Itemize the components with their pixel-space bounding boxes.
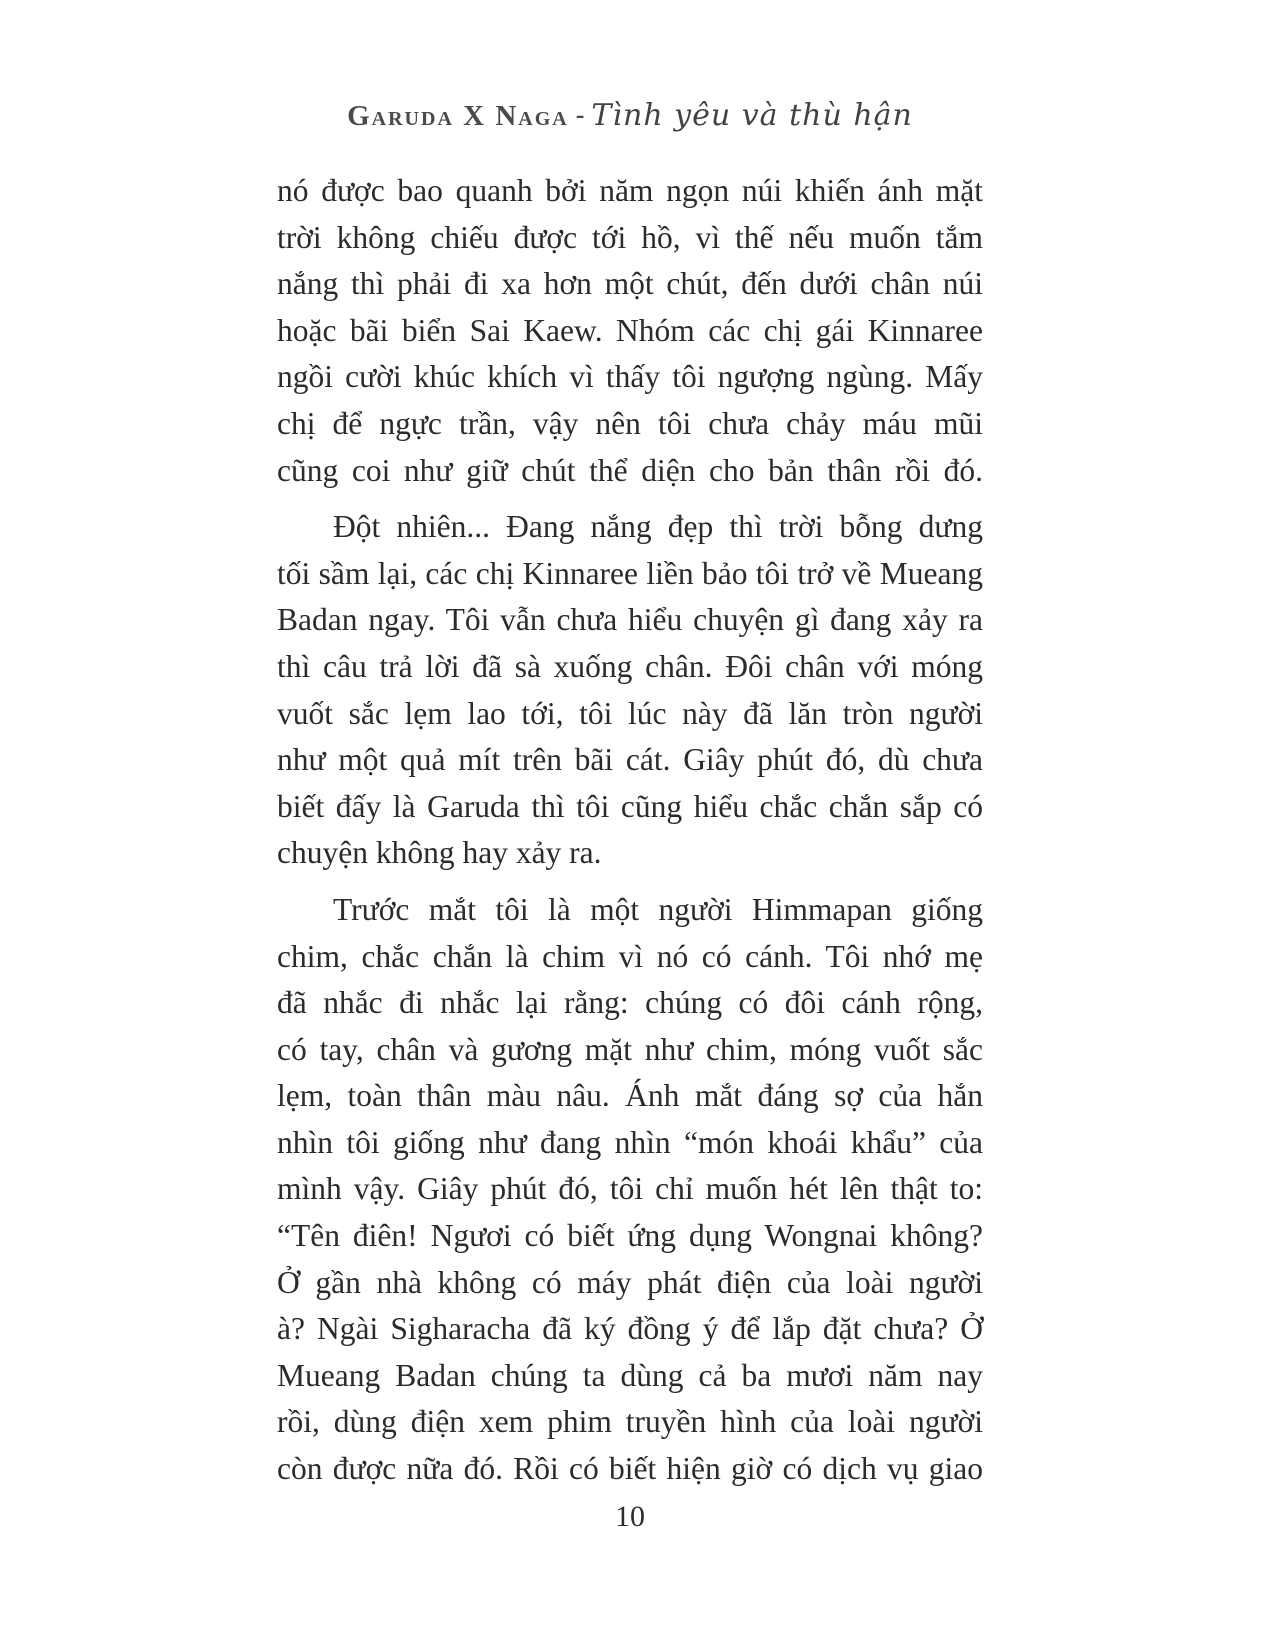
text-line: à? Ngài Sigharacha đã ký đồng ý để lắp đặt chưa? Ở bbox=[277, 1311, 983, 1347]
text-line: thì câu trả lời đã sà xuống chân. Đôi chân với móng bbox=[277, 648, 983, 684]
text-line: cũng coi như giữ chút thể diện cho bản thân rồi đó. bbox=[277, 452, 983, 488]
text-line: Ở gần nhà không có máy phát điện của loài người bbox=[277, 1264, 983, 1300]
page-body bbox=[277, 168, 983, 1493]
paragraph bbox=[277, 504, 983, 877]
text-line: nắng thì phải đi xa hơn một chút, đến dưới chân núi bbox=[277, 266, 983, 302]
book-series-title: Garuda X Naga bbox=[347, 100, 569, 132]
paragraph bbox=[277, 887, 983, 1493]
text-line: Đột nhiên... Đang nắng đẹp thì trời bỗng dưng bbox=[333, 509, 983, 545]
running-header bbox=[277, 98, 983, 133]
text-line: Badan ngay. Tôi vẫn chưa hiểu chuyện gì đang xảy ra bbox=[277, 602, 983, 638]
paragraph bbox=[277, 168, 983, 494]
text-line: nó được bao quanh bởi năm ngọn núi khiến ánh mặt bbox=[277, 173, 983, 208]
text-line: rồi, dùng điện xem phim truyền hình của loài người bbox=[277, 1404, 983, 1440]
text-line: hoặc bãi biển Sai Kaew. Nhóm các chị gái Kinnaree bbox=[277, 312, 983, 348]
text-line: còn được nữa đó. Rồi có biết hiện giờ có dịch vụ giao bbox=[277, 1451, 983, 1487]
text-line: tối sầm lại, các chị Kinnaree liền bảo tôi trở về Mueang bbox=[277, 555, 983, 591]
page-footer bbox=[277, 1500, 983, 1534]
page-number: 10 bbox=[615, 1500, 645, 1533]
text-line: trời không chiếu được tới hồ, vì thế nếu muốn tắm bbox=[277, 219, 983, 255]
text-line: nhìn tôi giống như đang nhìn “món khoái khẩu” của bbox=[277, 1124, 983, 1160]
text-line: có tay, chân và gương mặt như chim, móng vuốt sắc bbox=[277, 1031, 983, 1067]
text-line: vuốt sắc lẹm lao tới, tôi lúc này đã lăn tròn người bbox=[277, 695, 983, 731]
text-line: chim, chắc chắn là chim vì nó có cánh. Tôi nhớ mẹ bbox=[277, 938, 983, 974]
text-line: chị để ngực trần, vậy nên tôi chưa chảy máu mũi bbox=[277, 405, 983, 441]
text-line: Mueang Badan chúng ta dùng cả ba mươi năm nay bbox=[277, 1357, 983, 1393]
title-separator: - bbox=[575, 100, 585, 129]
text-line: như một quả mít trên bãi cát. Giây phút đó, dù chưa bbox=[277, 742, 983, 778]
book-subtitle: Tình yêu và thù hận bbox=[591, 98, 913, 133]
text-line: Trước mắt tôi là một người Himmapan giống bbox=[333, 891, 983, 927]
text-line: ngồi cười khúc khích vì thấy tôi ngượng ngùng. Mấy bbox=[277, 359, 983, 395]
text-line: lẹm, toàn thân màu nâu. Ánh mắt đáng sợ của hắn bbox=[277, 1078, 983, 1114]
text-line: chuyện không hay xảy ra. bbox=[277, 835, 602, 871]
text-line: biết đấy là Garuda thì tôi cũng hiểu chắc chắn sắp có bbox=[277, 788, 983, 824]
text-line: “Tên điên! Ngươi có biết ứng dụng Wongnai không? bbox=[277, 1218, 983, 1254]
text-line: mình vậy. Giây phút đó, tôi chỉ muốn hét lên thật to: bbox=[277, 1171, 983, 1207]
text-line: đã nhắc đi nhắc lại rằng: chúng có đôi cánh rộng, bbox=[277, 985, 983, 1021]
